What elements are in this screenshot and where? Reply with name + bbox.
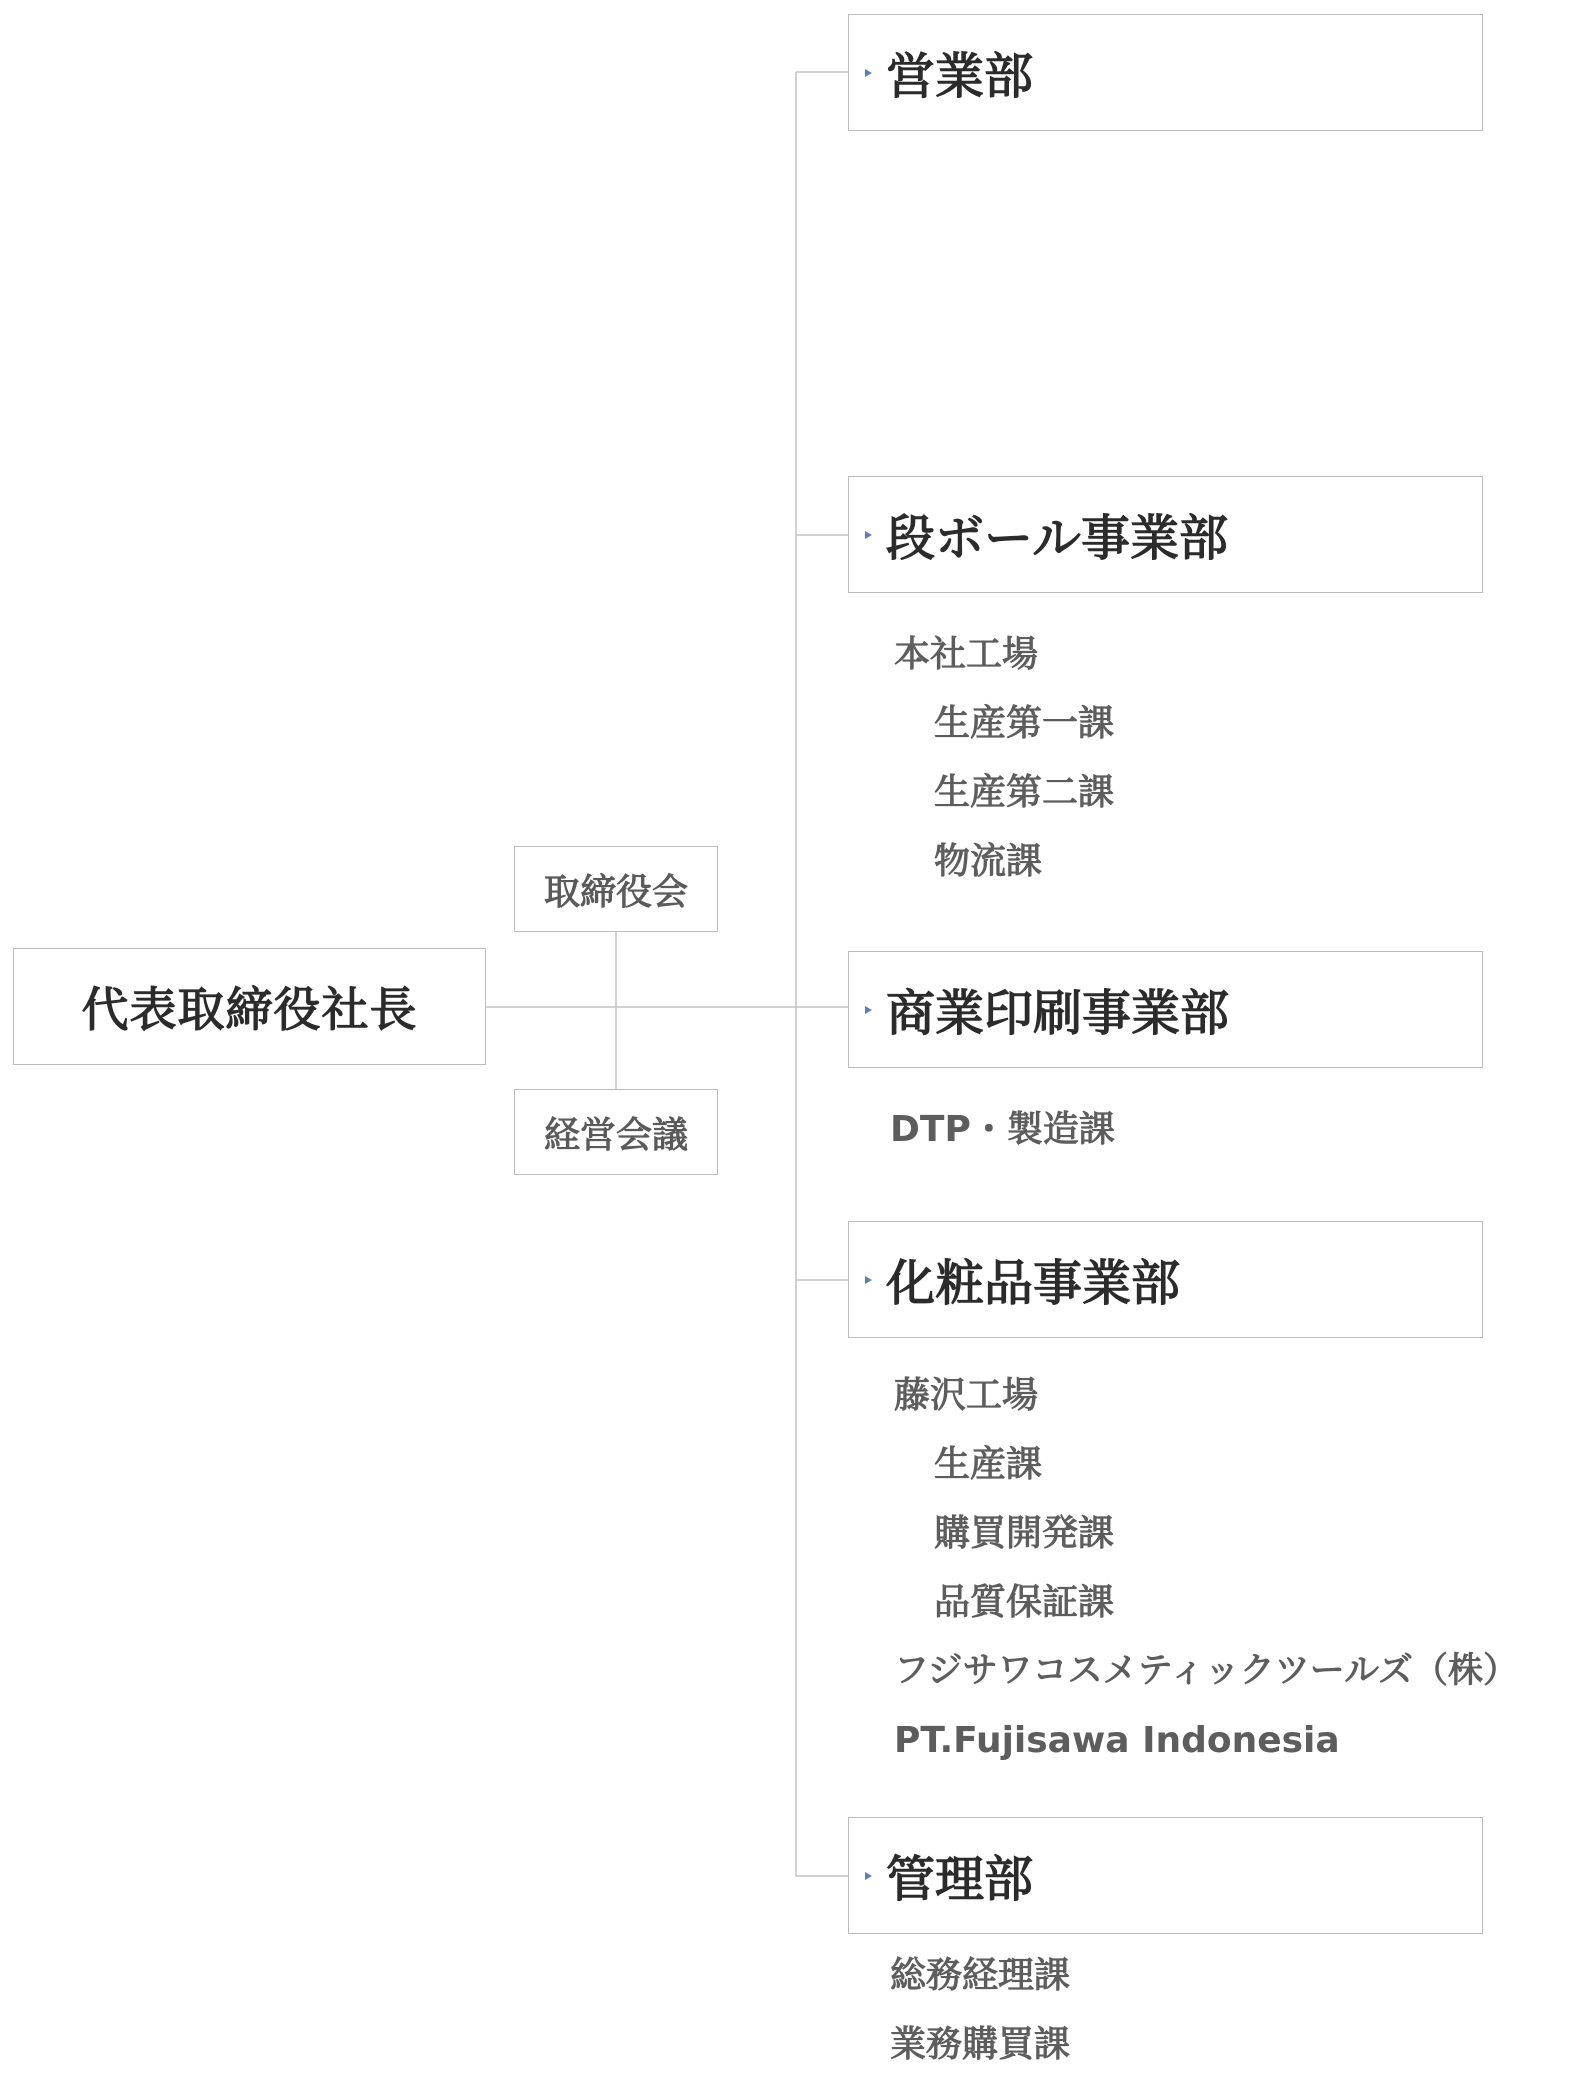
management-meeting-label: 経営会議 bbox=[543, 1114, 688, 1156]
dept-sales-box bbox=[848, 14, 1483, 131]
dept-commercial-print-box bbox=[848, 951, 1483, 1068]
list-item: フジサワコスメティックツールズ（株） bbox=[894, 1651, 1519, 1691]
arrow-right-icon bbox=[865, 1006, 872, 1014]
dept-cosmetics-box bbox=[848, 1221, 1483, 1338]
list-item: 藤沢工場 bbox=[894, 1375, 1039, 1416]
ceo-label: 代表取締役社長 bbox=[81, 983, 418, 1038]
ceo-box bbox=[13, 948, 486, 1065]
arrow-right-icon bbox=[865, 1872, 872, 1880]
list-item: DTP・製造課 bbox=[890, 1109, 1115, 1150]
list-item: 生産第二課 bbox=[934, 772, 1115, 813]
board-label: 取締役会 bbox=[543, 871, 688, 913]
dept-label: 管理部 bbox=[886, 1850, 1034, 1908]
arrow-right-icon bbox=[865, 1276, 872, 1284]
board-box bbox=[514, 846, 718, 932]
list-item: 品質保証課 bbox=[934, 1582, 1115, 1623]
list-item: 本社工場 bbox=[894, 634, 1039, 675]
dept-administration-box bbox=[848, 1817, 1483, 1934]
list-item: 業務購買課 bbox=[890, 2024, 1071, 2065]
management-meeting-box bbox=[514, 1089, 718, 1175]
list-item: PT.Fujisawa Indonesia bbox=[894, 1720, 1340, 1761]
arrow-right-icon bbox=[865, 69, 872, 77]
list-item: 物流課 bbox=[934, 841, 1043, 882]
list-item: 総務経理課 bbox=[890, 1955, 1071, 1996]
dept-label: 営業部 bbox=[886, 47, 1034, 105]
arrow-right-icon bbox=[865, 531, 872, 539]
list-item: 購買開発課 bbox=[934, 1513, 1115, 1554]
dept-label: 化粧品事業部 bbox=[886, 1254, 1181, 1312]
dept-cardboard-box bbox=[848, 476, 1483, 593]
dept-label: 段ボール事業部 bbox=[886, 509, 1229, 567]
dept-label: 商業印刷事業部 bbox=[886, 984, 1230, 1042]
list-item: 生産第一課 bbox=[934, 703, 1115, 744]
list-item: 生産課 bbox=[934, 1444, 1043, 1485]
